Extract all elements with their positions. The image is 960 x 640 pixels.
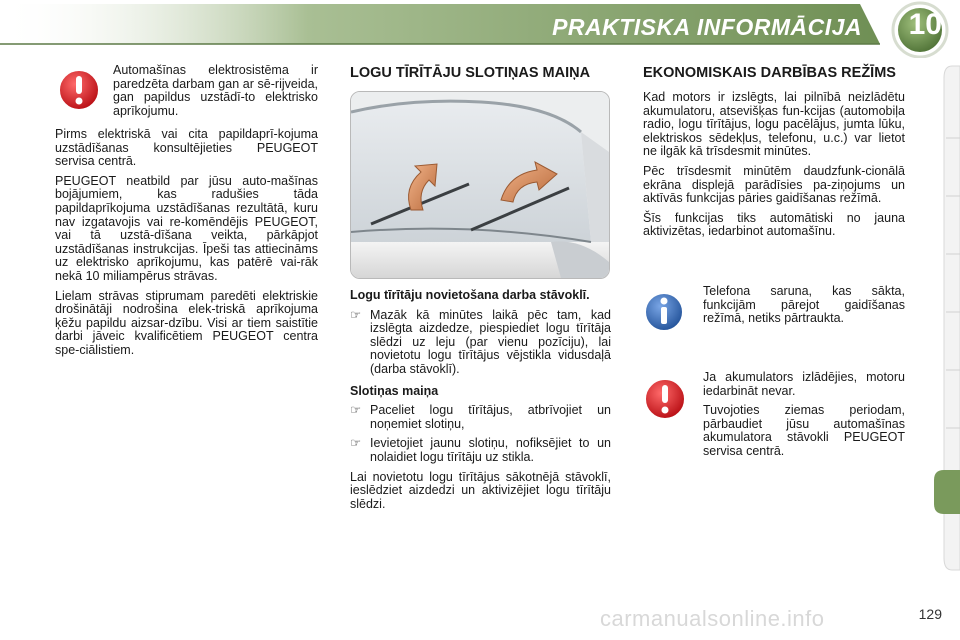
paragraph: Šīs funkcijas tiks automātiski no jauna aktivizētas, iedarbinot automašīnu. (643, 210, 905, 239)
paragraph: Kad motors ir izslēgts, lai pilnībā neizlādētu akumulatoru, atsevišķas fun-kcijas (automobiļa radio, logu tīrītājus, logu pacēlājus, jumta lūku, elektriskos sēdekļus, telefonu, u.c.) var lietot ne ilgāk kā trīsdesmit minūtes. (643, 90, 905, 159)
page-header (0, 0, 960, 58)
paragraph: Pirms elektriskā vai cita papildaprī-kojuma uzstādīšanas konsultējieties PEUGEOT servisa centrā. (55, 127, 318, 169)
paragraph: Lai novietotu logu tīrītājus sākotnējā stāvoklī, ieslēdziet aizdedzi un aktivizējiet logu tīrītāju slēdzi. (350, 469, 611, 511)
bullet-item: ☞ Mazāk kā minūtes laikā pēc tam, kad izslēgta aizdedze, piespiediet logu tīrītāja slēdzi uz leju (par vienu pozīciju), lai novietotu logu tīrītājus vējstikla vidusdaļā (darba stāvoklī). (350, 307, 611, 376)
info-note (643, 285, 905, 341)
paragraph: Lielam strāvas stiprumam paredēti elektriskie drošinātāji nodrošina elek-triskā aprīkojuma ķēžu papildu aizsar-dzību. Visi ar tiem saistītie darbi jāveic kvalificētiem PEUGEOT centra spe-ciālistiem. (55, 288, 318, 357)
subheading: Logu tīrītāju novietošana darba stāvoklī. (350, 288, 590, 302)
warning-icon (643, 375, 687, 427)
active-chapter-tab (934, 470, 960, 514)
pointing-hand-icon: ☞ (350, 307, 362, 322)
paragraph: PEUGEOT neatbild par jūsu auto-mašīnas bojājumiem, kas radušies tāda papildaprīkojuma uzstādīšanas rezultātā, kuru nav izgatavojis vai re-komēndējis PEUGEOT, vai tā uzstā-dīšana veikta, pārkāpjot uzstādīšanas instrukcijas. Īpeši tas attiecināms uz elektrisko aprīkojumu, kas patērē vai-rāk nekā 10 miliampērus strāvas. (55, 173, 318, 283)
section-heading: EKONOMISKAIS DARBĪBAS REŽĪMS (643, 65, 896, 81)
column-left (55, 64, 318, 364)
info-text: Telefona saruna, kas sākta, funkcijām pārejot gaidīšanas režīmā, netiks pārtraukta. (703, 283, 905, 326)
pointing-hand-icon: ☞ (350, 436, 362, 451)
subheading: Slotiņas maiņa (350, 383, 439, 398)
warning-box (643, 371, 905, 459)
warning-text: Tuvojoties ziemas periodam, pārbaudiet jūsu automašīnas akumulatora stāvokli PEUGEOT servisa centrā. (703, 403, 905, 458)
column-right (643, 66, 905, 465)
chapter-tabs (924, 58, 960, 578)
page-number: 129 (918, 606, 942, 622)
warning-text: Ja akumulators izlādējies, motoru iedarbināt nevar. (703, 369, 905, 398)
info-icon (643, 289, 685, 339)
paragraph: Pēc trīsdesmit minūtēm daudzfunk-cionālā ekrāna displejā parādīsies pa-ziņojums un aktīvās funkcijas pāries gaidīšanas režīmā. (643, 163, 905, 206)
windscreen-illustration (350, 91, 610, 279)
page-title: PRAKTISKA INFORMĀCIJA (552, 14, 862, 40)
section-heading: LOGU TĪRĪTĀJU SLOTIŅAS MAIŅA (350, 65, 591, 81)
pointing-hand-icon: ☞ (350, 403, 362, 418)
watermark: carmanualsonline.info (600, 606, 825, 631)
column-middle (350, 66, 611, 517)
bullet-item: ☞ Paceliet logu tīrītājus, atbrīvojiet un noņemiet slotiņu, (350, 403, 611, 431)
warning-box (55, 64, 318, 120)
chapter-number: 10 (908, 8, 942, 41)
bullet-item: ☞ Ievietojiet jaunu slotiņu, nofiksējiet to un nolaidiet logu tīrītāju uz stikla. (350, 436, 611, 464)
warning-icon (57, 66, 101, 118)
warning-text: Automašīnas elektrosistēma ir paredzēta darbam gan ar sē-rijveida, gan papildus uzstādī-to elektrisko aprīkojumu. (113, 63, 318, 118)
